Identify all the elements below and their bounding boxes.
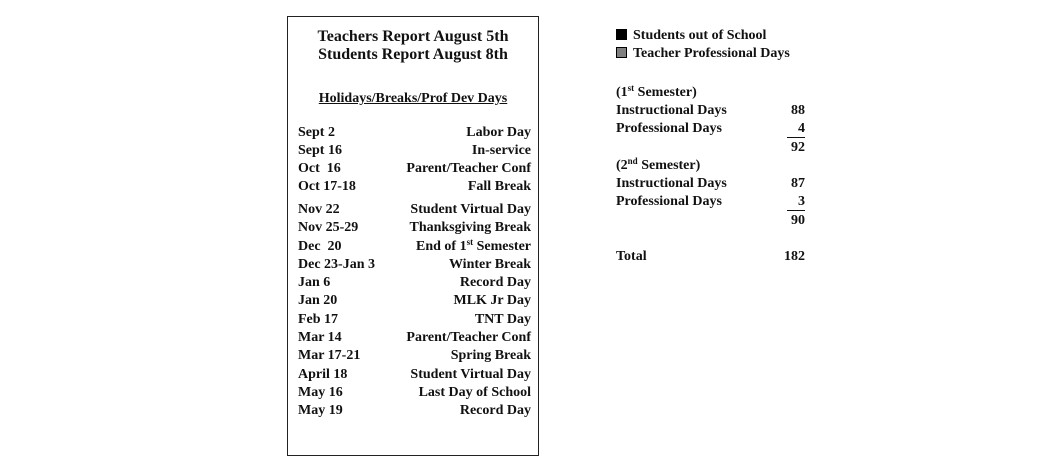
event-row [298, 124, 531, 142]
event-row [298, 201, 531, 219]
semester1-professional-value: 4 [798, 121, 805, 136]
event-date: Nov 25-29 [298, 220, 359, 235]
event-row [298, 311, 531, 329]
event-name: Spring Break [450, 348, 531, 363]
semester1-instructional-value: 88 [791, 103, 805, 118]
event-name: Winter Break [448, 257, 531, 272]
event-date: Mar 14 [298, 330, 342, 345]
event-date: Sept 16 [298, 143, 342, 158]
heading-sup: st [627, 83, 635, 93]
semester1-sum-rule [787, 137, 805, 138]
semester1-instructional-label: Instructional Days [616, 103, 727, 118]
heading-prefix: (1 [616, 85, 628, 100]
event-name: In-service [471, 143, 531, 158]
event-date: May 16 [298, 385, 343, 400]
semester1-heading [616, 84, 697, 101]
holidays-heading: Holidays/Breaks/Prof Dev Days [318, 91, 508, 106]
event-date: Dec 20 [298, 239, 342, 254]
black-square-icon [616, 29, 627, 40]
heading-prefix: (2 [616, 158, 628, 173]
semester2-instructional-label: Instructional Days [616, 176, 727, 191]
event-name: Student Virtual Day [410, 367, 531, 382]
event-name: MLK Jr Day [453, 293, 531, 308]
legend-label: Teacher Professional Days [633, 46, 790, 61]
total-value: 182 [784, 249, 805, 264]
event-name-suffix: Semester [473, 239, 531, 254]
event-row [298, 366, 531, 384]
event-name: Fall Break [467, 179, 531, 194]
gray-square-icon [616, 47, 627, 58]
event-row [298, 274, 531, 292]
semester2-professional-label: Professional Days [616, 194, 722, 209]
event-name-sup: st [466, 237, 474, 247]
event-date: Oct 16 [298, 161, 341, 176]
event-row [298, 238, 531, 256]
heading-suffix: Semester) [637, 158, 701, 173]
event-name-prefix: End of 1 [416, 239, 467, 254]
event-row [298, 160, 531, 178]
event-date: Jan 6 [298, 275, 331, 290]
event-name: Parent/Teacher Conf [406, 161, 531, 176]
event-row [298, 329, 531, 347]
heading-sup: nd [627, 156, 638, 166]
event-date: Nov 22 [298, 202, 340, 217]
semester2-professional-value: 3 [798, 194, 805, 209]
event-date: Sept 2 [298, 125, 335, 140]
total-label: Total [616, 249, 647, 264]
event-name: Thanksgiving Break [409, 220, 531, 235]
event-date: Feb 17 [298, 312, 339, 327]
semester2-heading [616, 157, 700, 174]
legend-label: Students out of School [633, 28, 767, 43]
event-row [298, 219, 531, 237]
event-date: April 18 [298, 367, 348, 382]
event-row [298, 384, 531, 402]
event-name: TNT Day [474, 312, 531, 327]
semester2-subtotal: 90 [791, 213, 805, 228]
event-name: Record Day [459, 275, 531, 290]
event-row [298, 402, 531, 420]
event-date: Jan 20 [298, 293, 338, 308]
event-name: Record Day [459, 403, 531, 418]
event-row [298, 292, 531, 310]
semester1-subtotal: 92 [791, 140, 805, 155]
event-name: Labor Day [466, 125, 531, 140]
semester2-instructional-value: 87 [791, 176, 805, 191]
legend-students-out [616, 28, 766, 44]
semester2-sum-rule [787, 210, 805, 211]
event-row [298, 256, 531, 274]
event-date: May 19 [298, 403, 343, 418]
event-row [298, 347, 531, 365]
event-date: Oct 17-18 [298, 179, 356, 194]
event-row [298, 142, 531, 160]
event-name: Student Virtual Day [410, 202, 531, 217]
event-date: Mar 17-21 [298, 348, 361, 363]
event-row [298, 178, 531, 196]
event-name: Last Day of School [418, 385, 531, 400]
semester1-professional-label: Professional Days [616, 121, 722, 136]
legend-teacher-prof [616, 46, 790, 62]
heading-suffix: Semester) [634, 85, 697, 100]
event-date: Dec 23-Jan 3 [298, 257, 375, 272]
event-name-semester-end [416, 238, 531, 256]
calendar-panel [287, 16, 539, 456]
teachers-report-date: Teachers Report August 5th [317, 28, 509, 45]
students-report-date: Students Report August 8th [318, 46, 508, 63]
event-name: Parent/Teacher Conf [406, 330, 531, 345]
